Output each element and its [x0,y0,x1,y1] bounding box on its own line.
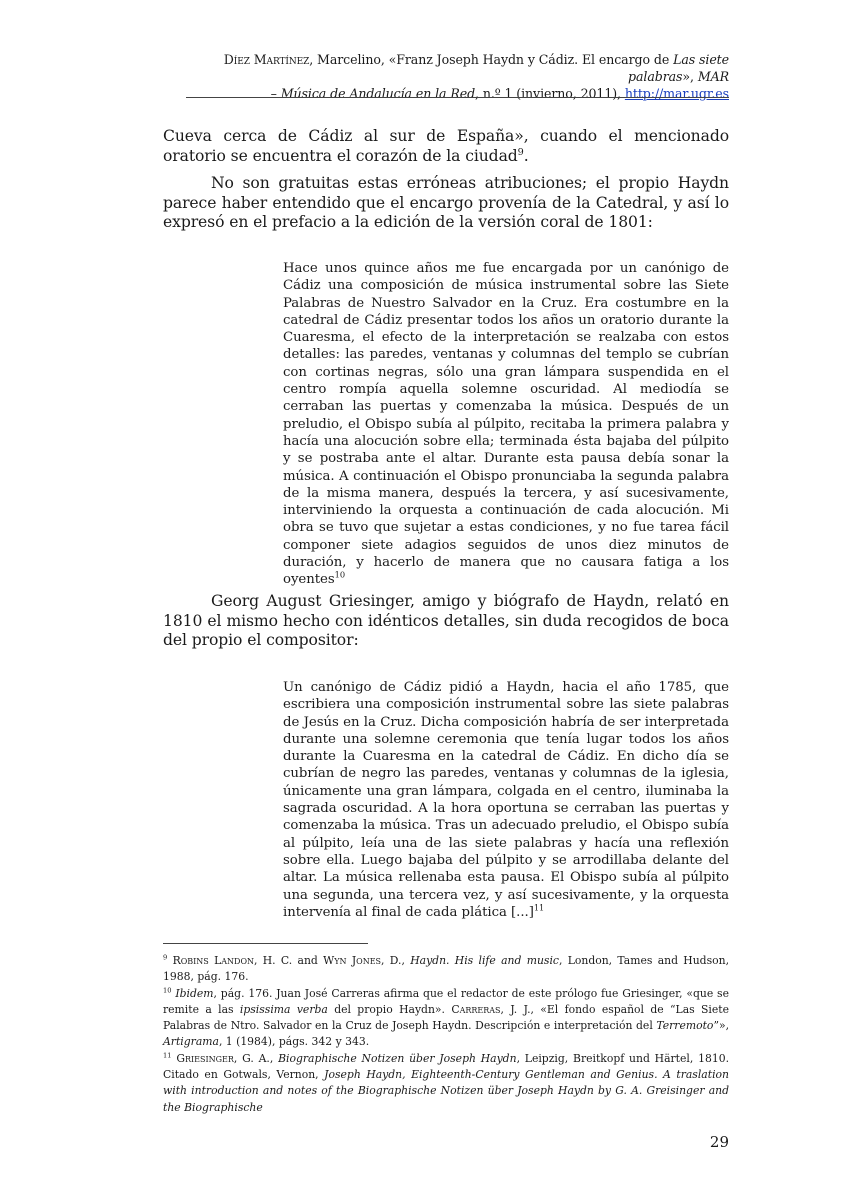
footnote-divider [163,943,368,944]
footnote-11 [163,1051,729,1116]
footnote-10 [163,986,729,1051]
footnote-text: , H. C. and [254,954,324,967]
footnote-author: Wyn Jones [323,954,382,967]
header-url-link[interactable]: http://mar.ugr.es [624,86,729,101]
footnote-text: , pág. 176. Juan José Carreras afirma que el redactor de este prólogo fue Griesinger, «que se remite a las [163,986,729,1016]
footnote-title: Terremoto [656,1019,714,1033]
footnote-number: 11 [163,1051,172,1060]
paragraph-1-text: Cueva cerca de Cádiz al sur de España», cuando el mencionado oratorio se encuentra el corazón de la ciudad [163,127,729,165]
footnote-title: Joseph Haydn, Eighteenth-Century Gentleman and Genius. A traslation with introduction and notes of the Biographische Notizen über Joseph Haydn by G. A. Greisinger and the Biographische [163,1068,729,1114]
footnote-title: Haydn. His life and music [410,954,559,967]
footnote-number: 9 [163,953,168,962]
footnote-ibidem: Ibidem [175,986,214,1000]
header-dash: – [270,86,281,101]
footnote-text: , London, Tames and Hudson, 1988, pág. 176. [163,954,730,984]
header-citation: , Marcelino, «Franz Joseph Haydn y Cádiz. El encargo de [309,52,674,67]
block-quote-1 [283,260,729,589]
header-divider [186,97,729,98]
footnote-text: del propio Haydn». [327,1002,452,1016]
header-journal-abbr: MAR [697,69,729,84]
header-work-title: Las siete palabras [628,52,729,84]
footnote-text: , J. J., «El fondo español de “Las Siete Palabras de Ntro. Salvador en la Cruz de Joseph Haydn. Descripción e interpretación del [163,1002,730,1033]
footnote-text: , D., [381,954,411,967]
quote-1-text: Hace unos quince años me fue encargada por un canónigo de Cádiz una composición de música instrumental sobre las Siete Palabras de Nuestro Salvador en la Cruz. Era costumbre en la catedral de Cádiz presentar todos los años un oratorio durante la Cuaresma, el efecto de la interpretación se realzaba con estos detalles: las paredes, ventanas y columnas del templo se cubrían con cortinas negras, sólo una gran lámpara suspendida en el centro rompía aquella solemne oscuridad. Al mediodía se cerraban las puertas y comenzaba la música. Después de un preludio, el Obispo subía al púlpito, recitaba la primera palabra y hacía una alocución sobre ella; terminada ésta bajaba del púlpito y se postraba ante el altar. Durante esta pausa debía sonar la música. A continuación el Obispo pronunciaba la segunda palabra de la misma manera, después la tercera, y así sucesivamente, interviniendo la orquesta a continuación de cada alocución. Mi obra se tuvo que sujetar a estas condiciones, y no fue tarea fácil componer siete adagios seguidos de unos diez minutos de duración, y hacerlo de manera que no causara fatiga a los oyentes [283,261,729,588]
header-issue: , n.º 1 (invierno, 2011), [475,86,625,101]
footnote-ref-10[interactable]: 10 [334,569,346,580]
footnote-ref-9[interactable]: 9 [517,146,524,158]
body-paragraph-3: Georg August Griesinger, amigo y biógrafo de Haydn, relató en 1810 el mismo hecho con idénticos detalles, sin duda recogidos de boca del propio el compositor: [163,592,729,649]
footnote-text: , 1 (1984), págs. 342 y 343. [218,1035,370,1049]
header-after-title: », [682,69,698,84]
footnote-text: , Leipzig, Breitkopf und Härtel, 1810. Citado en Gotwals, Vernon, [163,1051,730,1082]
footnotes [163,953,729,1116]
header-author: Díez Martínez [223,52,310,67]
footnote-latin: ipsissima verba [239,1002,328,1016]
footnote-number: 10 [163,986,172,994]
block-quote-2 [283,679,729,921]
footnote-author: Robins Landon [172,954,255,967]
footnote-author: Griesinger [176,1051,234,1065]
running-header [163,51,729,102]
footnote-text: ”», [713,1019,729,1033]
paragraph-1-end: . [523,146,529,165]
footnote-author: Carreras [451,1002,501,1016]
footnote-ref-11[interactable]: 11 [533,902,545,913]
body-paragraph-1 [163,127,729,166]
footnote-journal: Artigrama [163,1035,219,1049]
footnote-9 [163,953,729,986]
footnote-text: , G. A., [233,1051,279,1065]
footnote-title: Biographische Notizen über Joseph Haydn [278,1051,517,1065]
header-journal-name: Música de Andalucía en la Red [280,86,476,101]
body-paragraph-2: No son gratuitas estas erróneas atribuciones; el propio Haydn parece haber entendido que el encargo provenía de la Catedral, y así lo expresó en el prefacio a la edición de la versión coral de 1801: [163,174,729,231]
quote-2-text: Un canónigo de Cádiz pidió a Haydn, hacia el año 1785, que escribiera una composición instrumental sobre las siete palabras de Jesús en la Cruz. Dicha composición habría de ser interpretada durante una solemne ceremonia que tenía lugar todos los años durante la Cuaresma en la catedral de Cádiz. En dicho día se cubrían de negro las paredes, ventanas y columnas de la iglesia, únicamente una gran lámpara, colgada en el centro, iluminaba la sagrada oscuridad. A la hora oportuna se cerraban las puertas y comenzaba la música. Tras un adecuado preludio, el Obispo subía al púlpito, leía una de las siete palabras y hacía una reflexión sobre ella. Luego bajaba del púlpito y se arrodillaba delante del altar. La música rellenaba esta pausa. El Obispo subía al púlpito una segunda, una tercera vez, y así sucesivamente, y la orquesta intervenía al final de cada plática [...] [283,680,729,920]
page-number: 29 [709,1133,729,1151]
